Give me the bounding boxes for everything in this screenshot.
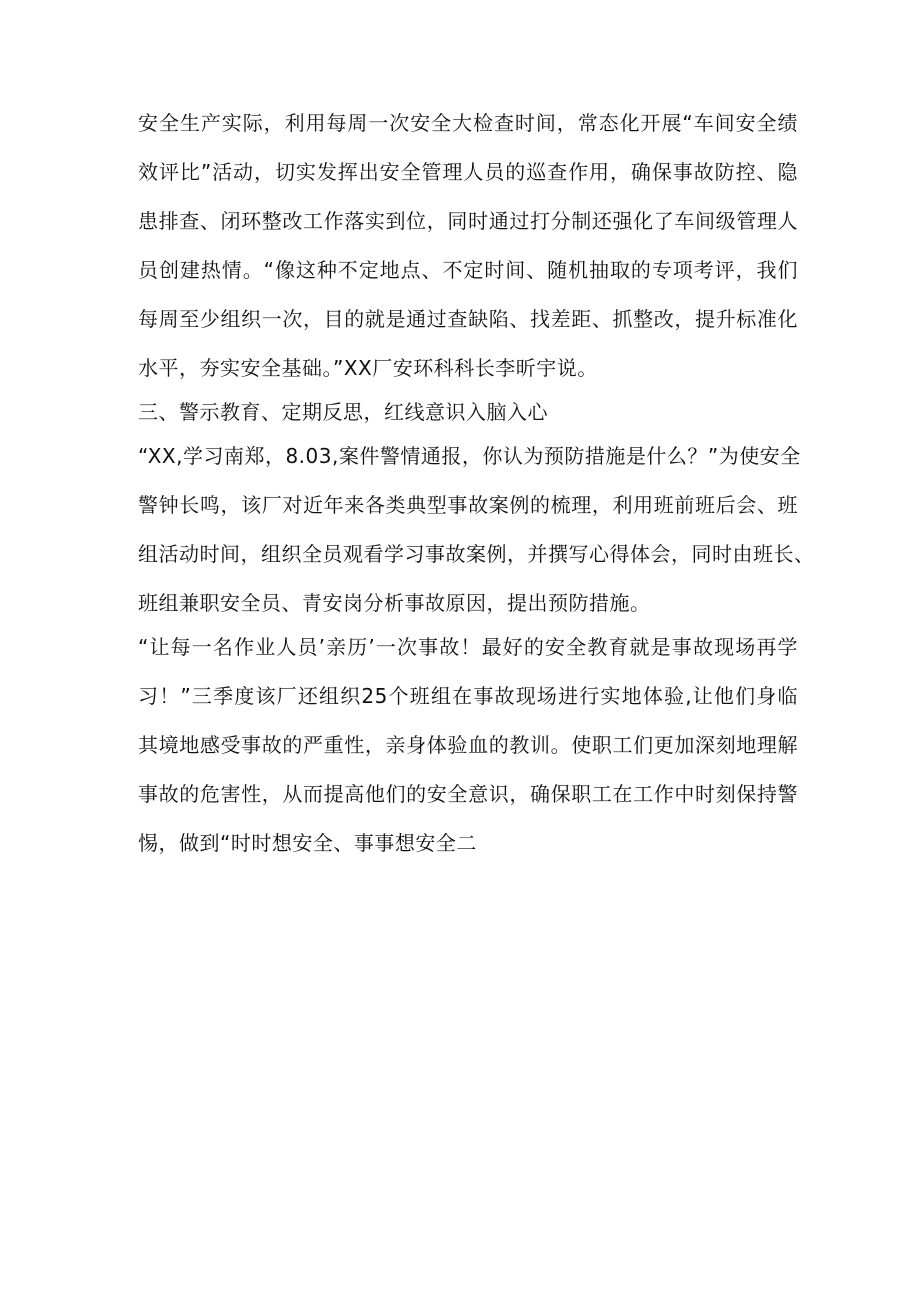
text-line: 其境地感受事故的严重性，亲身体验血的教训。使职工们更加深刻地理解	[138, 733, 798, 757]
text-line: 班组兼职安全员、青安岗分析事故原因，提出预防措施。	[138, 591, 651, 615]
text-line: 员创建热情。“像这种不定地点、不定时间、随机抽取的专项考评，我们	[138, 258, 798, 282]
text-line: 组活动时间，组织全员观看学习事故案例，并撰写心得体会，同时由班长、	[138, 542, 815, 566]
paragraph-safety-inspection	[138, 108, 798, 383]
text-line: “让每一名作业人员’亲历’一次事故！最好的安全教育就是事故现场再学	[138, 635, 798, 659]
text-line: 安全生产实际，利用每周一次安全大检查时间，常态化开展“车间安全绩	[138, 111, 798, 135]
section-heading	[138, 397, 798, 427]
paragraph-on-site-experience	[138, 632, 798, 858]
text-line: 惕，做到“时时想安全、事事想安全二	[138, 831, 477, 855]
paragraph-case-study	[138, 441, 815, 618]
text-line: 习！”三季度该厂还组织25个班组在事故现场进行实地体验,让他们身临	[138, 684, 798, 708]
heading-line: 三、警示教育、定期反思，红线意识入脑入心	[138, 400, 548, 424]
text-line: 效评比”活动，切实发挥出安全管理人员的巡查作用，确保事故防控、隐	[138, 160, 798, 184]
text-line: 患排查、闭环整改工作落实到位，同时通过打分制还强化了车间级管理人	[138, 209, 798, 233]
text-line: 每周至少组织一次，目的就是通过查缺陷、找差距、抓整改，提升标准化	[138, 307, 798, 331]
text-line: 事故的危害性，从而提高他们的安全意识，确保职工在工作中时刻保持警	[138, 782, 798, 806]
text-line: 警钟长鸣，该厂对近年来各类典型事故案例的梳理，利用班前班后会、班	[138, 493, 798, 517]
document-body	[138, 108, 815, 877]
text-line: “XX,学习南郑，8.03,案件警情通报，你认为预防措施是什么？”为使安全	[138, 444, 801, 468]
text-line: 水平，夯实安全基础。”XX厂安环科科长李昕宇说。	[138, 356, 598, 380]
